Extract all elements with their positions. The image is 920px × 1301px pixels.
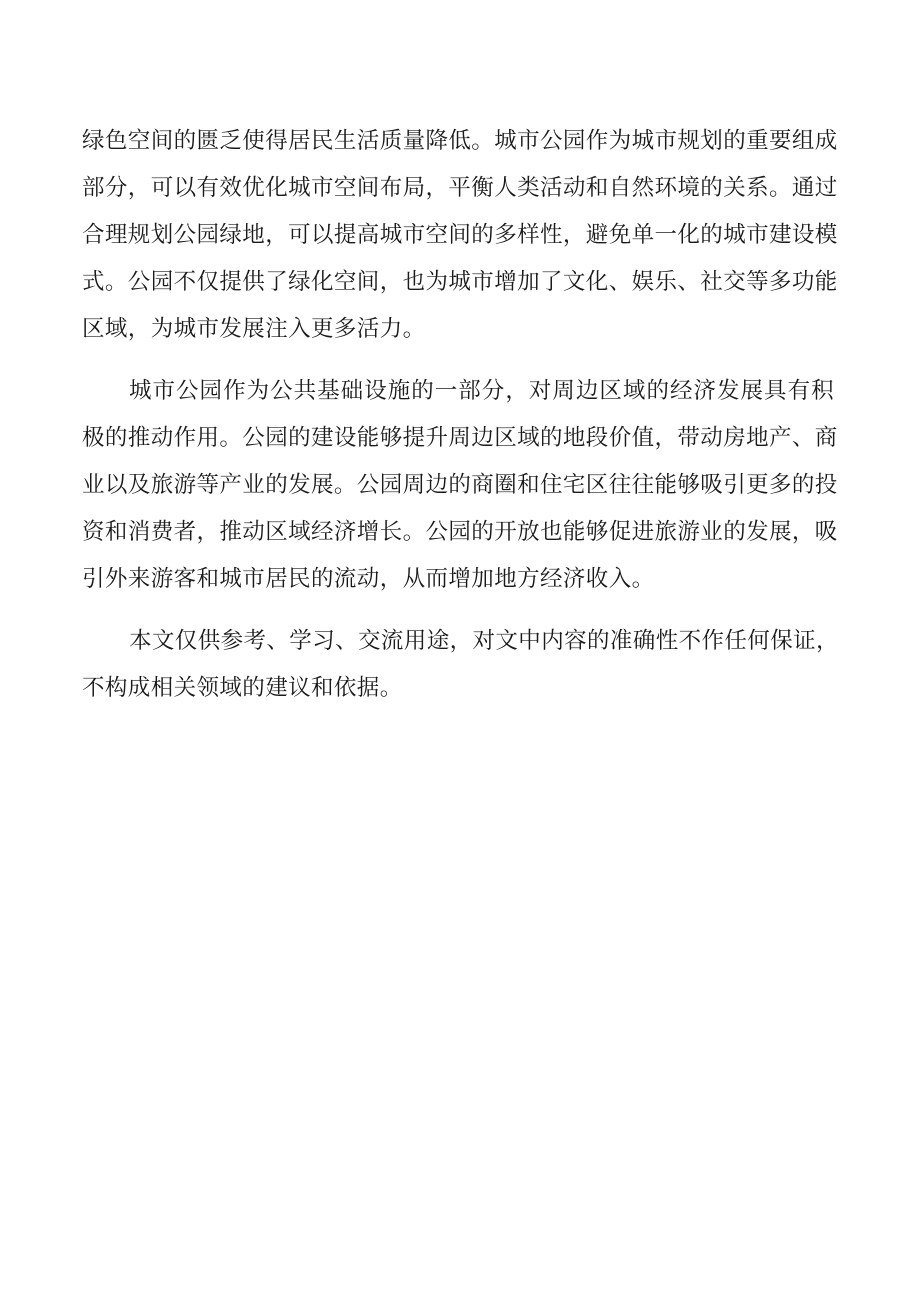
paragraph-disclaimer [82,618,839,712]
text-line: 业以及旅游等产业的发展。公园周边的商圈和住宅区往往能够吸引更多的投 [82,472,838,498]
text-line: 资和消费者，推动区域经济增长。公园的开放也能够促进旅游业的发展，吸 [82,519,838,545]
paragraph-urban-planning [82,118,838,353]
text-line: 极的推动作用。公园的建设能够提升周边区域的地段价值，带动房地产、商 [82,425,838,451]
paragraph-spacer [82,603,834,618]
text-line: 引外来游客和城市居民的流动，从而增加地方经济收入。 [82,566,655,592]
paragraph-economic-impact [82,368,838,603]
text-line: 合理规划公园绿地，可以提高城市空间的多样性，避免单一化的城市建设模 [82,222,838,248]
text-line: 城市公园作为公共基础设施的一部分，对周边区域的经济发展具有积 [129,378,834,404]
paragraph-spacer [82,353,834,368]
text-line: 绿色空间的匮乏使得居民生活质量降低。城市公园作为城市规划的重要组成 [82,128,838,154]
text-line: 本文仅供参考、学习、交流用途，对文中内容的准确性不作任何保证， [129,628,839,654]
text-line: 区域，为城市发展注入更多活力。 [82,316,426,342]
text-line: 不构成相关领域的建议和依据。 [82,675,403,701]
text-line: 式。公园不仅提供了绿化空间，也为城市增加了文化、娱乐、社交等多功能 [82,269,838,295]
document-body [82,118,839,712]
text-line: 部分，可以有效优化城市空间布局，平衡人类活动和自然环境的关系。通过 [82,175,838,201]
